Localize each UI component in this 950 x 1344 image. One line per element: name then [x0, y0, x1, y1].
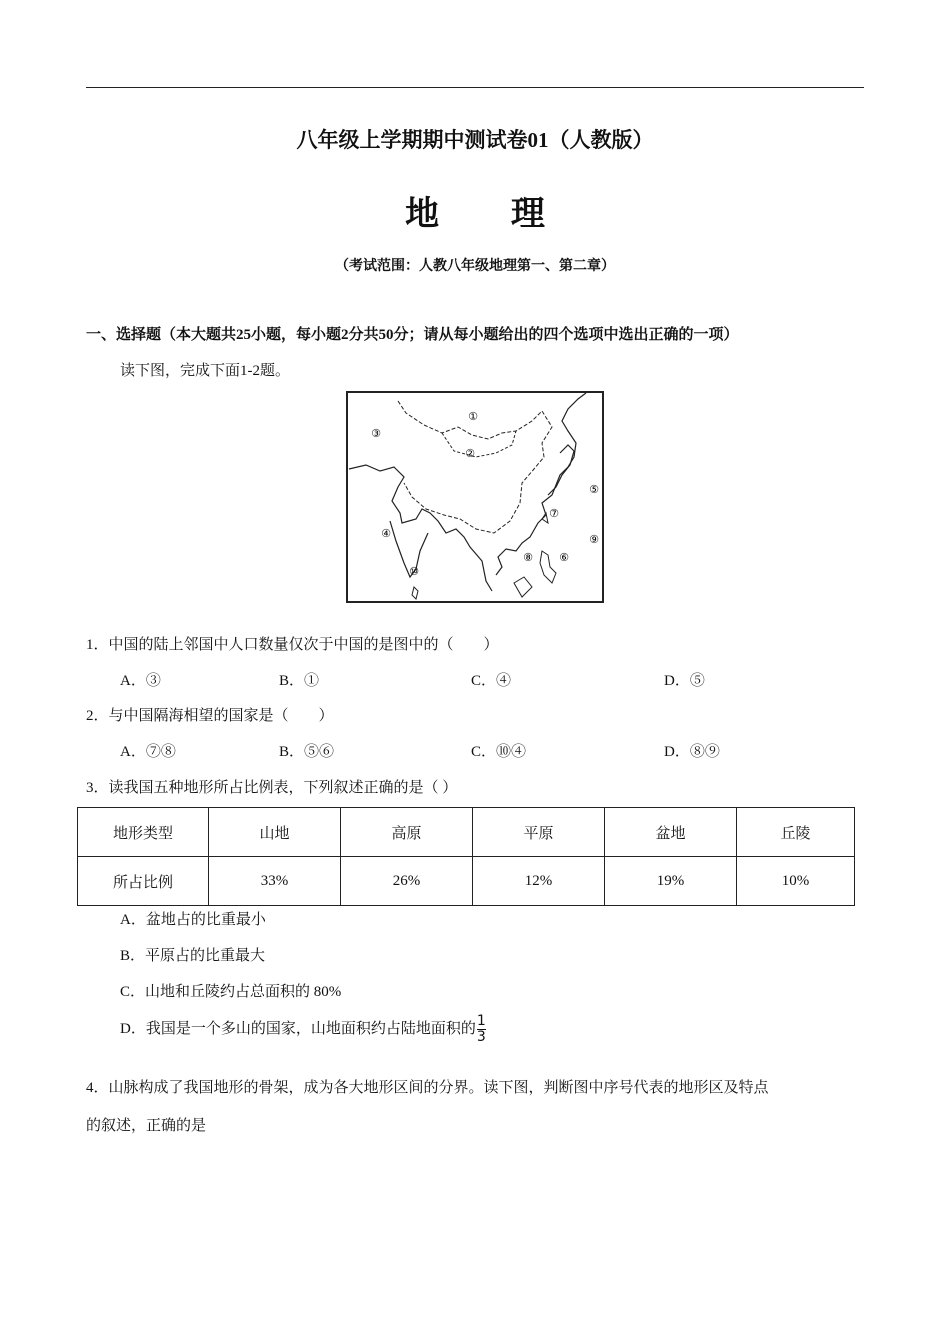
- q3-option-c: C．山地和丘陵约占总面积的 80%: [120, 984, 342, 1000]
- q3-option-d: [120, 1014, 486, 1045]
- exam-scope: （考试范围：人教八年级地理第一、第二章）: [335, 258, 615, 274]
- q4-stem-line1: 4．山脉构成了我国地形的骨架，成为各大地形区间的分界。读下图，判断图中序号代表的地形区及特点: [86, 1080, 769, 1096]
- table-cell: 26%: [341, 857, 473, 906]
- q1-option-d: D．⑤: [664, 673, 705, 689]
- q1-option-a: A．③: [120, 673, 161, 689]
- table-cell: 盆地: [605, 808, 737, 857]
- map-label-3: ③: [371, 427, 381, 440]
- map-label-1: ①: [468, 410, 478, 423]
- map-label-10: ⑩: [409, 565, 419, 578]
- table-cell: 19%: [605, 857, 737, 906]
- subject-title: 地 理: [405, 194, 575, 234]
- q1-stem: 1．中国的陆上邻国中人口数量仅次于中国的是图中的（ ）: [86, 637, 499, 653]
- asia-map-figure: [346, 391, 604, 603]
- fraction-denominator: 3: [476, 1029, 486, 1045]
- map-label-6: ⑥: [559, 551, 569, 564]
- q1-option-b: B．①: [279, 673, 320, 689]
- fraction-numerator: 1: [476, 1013, 486, 1029]
- terrain-proportion-table: [77, 807, 855, 906]
- map-intro: 读下图，完成下面1-2题。: [120, 363, 290, 379]
- one-third-fraction: [477, 1014, 486, 1045]
- q1-option-c: C．④: [471, 673, 512, 689]
- q2-option-a: A．⑦⑧: [120, 744, 176, 760]
- q4-stem-line2: 的叙述，正确的是: [86, 1118, 207, 1134]
- q3-option-a: A．盆地占的比重最小: [120, 912, 266, 928]
- map-label-4: ④: [381, 527, 391, 540]
- top-rule: [86, 87, 864, 88]
- table-cell: 33%: [209, 857, 341, 906]
- map-frame: [347, 392, 603, 602]
- map-label-9: ⑨: [589, 533, 599, 546]
- table-cell: 高原: [341, 808, 473, 857]
- map-label-5: ⑤: [589, 483, 599, 496]
- q3-option-d-text: D．我国是一个多山的国家，山地面积约占陆地面积的: [120, 1020, 476, 1037]
- table-cell: 平原: [473, 808, 605, 857]
- q3-option-b: B．平原占的比重最大: [120, 948, 266, 964]
- q2-option-d: D．⑧⑨: [664, 744, 720, 760]
- map-label-7: ⑦: [549, 507, 559, 520]
- table-row: [78, 857, 855, 906]
- q3-stem: 3．读我国五种地形所占比例表，下列叙述正确的是（ ）: [86, 780, 458, 796]
- q2-stem: 2．与中国隔海相望的国家是（ ）: [86, 708, 334, 724]
- q2-option-c: C．⑩④: [471, 744, 527, 760]
- table-cell: 12%: [473, 857, 605, 906]
- map-label-8: ⑧: [523, 551, 533, 564]
- table-cell: 丘陵: [737, 808, 855, 857]
- exam-title: 八年级上学期期中测试卷01（人教版）: [296, 128, 654, 152]
- table-cell: 山地: [209, 808, 341, 857]
- q2-option-b: B．⑤⑥: [279, 744, 335, 760]
- table-cell: 10%: [737, 857, 855, 906]
- table-header-row: [78, 808, 855, 857]
- map-label-2: ②: [465, 447, 475, 460]
- table-cell: 所占比例: [78, 857, 209, 906]
- section-heading: 一、选择题（本大题共25小题，每小题2分共50分；请从每小题给出的四个选项中选出正确的一项）: [86, 325, 739, 343]
- table-cell: 地形类型: [78, 808, 209, 857]
